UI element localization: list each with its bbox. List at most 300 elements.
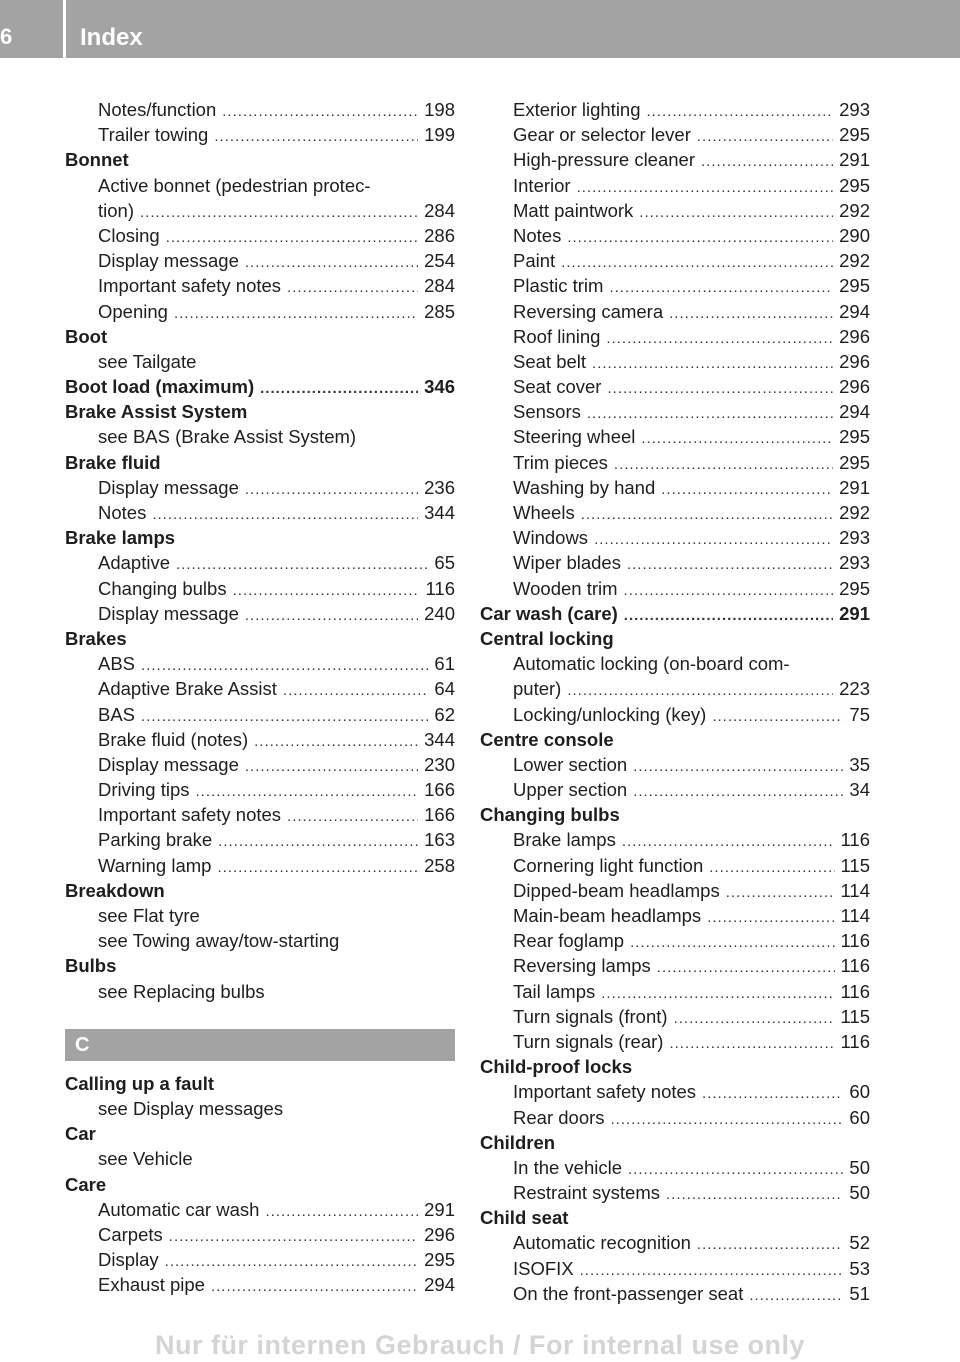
- page-reference: 114: [840, 879, 870, 901]
- entry-label: Car: [65, 1123, 96, 1145]
- dot-leader: [141, 653, 428, 678]
- index-subentry: [480, 525, 870, 550]
- dot-leader: [606, 326, 833, 351]
- entry-label: Display message: [98, 250, 239, 272]
- dot-leader: [592, 351, 833, 376]
- dot-leader: [749, 1283, 843, 1308]
- index-subentry: [480, 1029, 870, 1054]
- page-reference: 115: [840, 854, 870, 876]
- dot-leader: [214, 124, 418, 149]
- dot-leader: [165, 1249, 418, 1274]
- index-subentry: [480, 500, 870, 525]
- dot-leader: [630, 930, 834, 955]
- page-reference: 296: [839, 350, 870, 372]
- page-reference: 285: [424, 300, 455, 322]
- entry-label: Paint: [513, 250, 556, 272]
- dot-leader: [639, 200, 833, 225]
- footer-watermark: Nur für internen Gebrauch / For internal use only: [154, 1330, 806, 1360]
- entry-label: In the vehicle: [513, 1156, 623, 1178]
- entry-label: Rear doors: [513, 1106, 605, 1128]
- dot-leader: [245, 477, 418, 502]
- page-reference: 34: [849, 779, 870, 801]
- index-subentry: [65, 903, 455, 928]
- page-number-text: 6: [0, 24, 13, 49]
- page-reference: 296: [424, 1223, 455, 1245]
- index-subentry: [480, 676, 870, 701]
- index-subentry: [65, 424, 455, 449]
- page-reference: 35: [849, 753, 870, 775]
- dot-leader: [561, 250, 833, 275]
- dot-leader: [666, 1182, 843, 1207]
- entry-label: On the front-passenger seat: [513, 1282, 744, 1304]
- page-reference: 293: [839, 552, 870, 574]
- entry-label: Brake fluid (notes): [98, 728, 249, 750]
- entry-label: puter): [513, 678, 562, 700]
- page-reference: 50: [849, 1182, 870, 1204]
- dot-leader: [587, 401, 833, 426]
- dot-leader: [607, 376, 833, 401]
- entry-label: Turn signals (front): [513, 1005, 668, 1027]
- entry-label: Interior: [513, 174, 571, 196]
- index-subentry: [480, 173, 870, 198]
- index-subentry: [480, 147, 870, 172]
- entry-label: Calling up a fault: [65, 1072, 215, 1094]
- page-reference: 292: [839, 502, 870, 523]
- index-heading: [480, 601, 870, 626]
- entry-label: see Tailgate: [98, 350, 197, 372]
- entry-label: Bonnet: [65, 149, 129, 171]
- index-heading: [65, 450, 455, 475]
- index-heading: [65, 1172, 455, 1197]
- index-subentry: [65, 802, 455, 827]
- index-subentry: [480, 878, 870, 903]
- entry-label: Adaptive: [98, 552, 170, 574]
- page-reference: 52: [849, 1232, 870, 1254]
- page-reference: 346: [424, 376, 455, 398]
- page-reference: 295: [839, 577, 870, 599]
- entry-label: Opening: [98, 300, 168, 322]
- dot-leader: [260, 376, 418, 401]
- page-reference: 294: [839, 300, 870, 322]
- page-reference: 295: [839, 174, 870, 196]
- page-reference: 284: [424, 199, 455, 221]
- entry-label: Centre console: [480, 728, 614, 750]
- page-reference: 286: [424, 224, 455, 246]
- entry-label: Bulbs: [65, 955, 117, 977]
- entry-label: Closing: [98, 224, 160, 246]
- dot-leader: [594, 527, 833, 552]
- index-subentry: [480, 1230, 870, 1255]
- index-subentry: [65, 299, 455, 324]
- page-reference: 166: [424, 804, 455, 826]
- entry-label: Sensors: [513, 401, 581, 423]
- entry-label: tion): [98, 199, 134, 221]
- index-subentry: [65, 122, 455, 147]
- index-subentry: [65, 1096, 455, 1121]
- index-subentry: [65, 500, 455, 525]
- dot-leader: [601, 981, 834, 1006]
- index-subentry: [480, 1180, 870, 1205]
- index-subentry: [65, 273, 455, 298]
- page-reference: 65: [434, 552, 455, 574]
- index-heading: [480, 802, 870, 827]
- page-reference: 116: [840, 980, 870, 1002]
- index-subentry: [480, 198, 870, 223]
- page-reference: 296: [839, 325, 870, 347]
- page-reference: 291: [424, 1198, 455, 1220]
- entry-label: Brakes: [65, 627, 127, 649]
- entry-label: Notes: [513, 224, 562, 246]
- entry-label: Child seat: [480, 1207, 569, 1229]
- entry-label: Brake fluid: [65, 451, 161, 473]
- page-reference: 230: [424, 753, 455, 775]
- index-heading: [480, 1205, 870, 1230]
- entry-label: Children: [480, 1131, 556, 1153]
- index-subentry: [65, 248, 455, 273]
- page-number: [0, 0, 63, 58]
- entry-label: see Vehicle: [98, 1148, 193, 1170]
- entry-label: Steering wheel: [513, 426, 636, 448]
- entry-label: Gear or selector lever: [513, 124, 691, 146]
- dot-leader: [669, 1031, 834, 1056]
- entry-label: ISOFIX: [513, 1257, 574, 1279]
- index-heading: [480, 727, 870, 752]
- entry-label: Changing bulbs: [480, 804, 620, 826]
- entry-label: Windows: [513, 527, 589, 549]
- dot-leader: [211, 1274, 418, 1299]
- dot-leader: [140, 200, 418, 225]
- entry-label: see Display messages: [98, 1097, 284, 1119]
- entry-label: Plastic trim: [513, 275, 604, 297]
- entry-label: Exterior lighting: [513, 99, 641, 120]
- page-title: Index: [80, 24, 143, 51]
- index-subentry: [480, 223, 870, 248]
- index-subentry: [480, 324, 870, 349]
- index-subentry: [480, 827, 870, 852]
- page-reference: 295: [839, 426, 870, 448]
- page-reference: 284: [424, 275, 455, 297]
- index-subentry: [480, 979, 870, 1004]
- index-heading: [65, 374, 455, 399]
- page-reference: 292: [839, 250, 870, 272]
- entry-label: Seat belt: [513, 350, 587, 372]
- index-heading: [65, 525, 455, 550]
- dot-leader: [701, 149, 833, 174]
- index-subentry: [480, 475, 870, 500]
- dot-leader: [287, 804, 418, 829]
- index-subentry: [480, 299, 870, 324]
- index-heading: [65, 626, 455, 651]
- entry-label: Automatic recognition: [513, 1232, 691, 1254]
- dot-leader: [633, 779, 843, 804]
- page-reference: 296: [839, 376, 870, 398]
- index-subentry: [480, 349, 870, 374]
- entry-label: Driving tips: [98, 779, 190, 801]
- index-heading: [65, 1121, 455, 1146]
- dot-leader: [647, 99, 834, 124]
- dot-leader: [669, 301, 833, 326]
- entry-label: Changing bulbs: [98, 577, 227, 599]
- page-reference: 293: [839, 527, 870, 549]
- page-reference: 115: [840, 1005, 870, 1027]
- index-subentry: [65, 1197, 455, 1222]
- index-subentry: [480, 374, 870, 399]
- index-subentry: [65, 198, 455, 223]
- entry-label: see BAS (Brake Assist System): [98, 426, 357, 448]
- index-subentry: [480, 273, 870, 298]
- dot-leader: [283, 678, 429, 703]
- dot-leader: [265, 1199, 418, 1224]
- page-reference: 291: [839, 149, 870, 171]
- dot-leader: [233, 578, 420, 603]
- page-reference: 344: [424, 502, 455, 523]
- page-reference: 60: [849, 1081, 870, 1103]
- entry-label: Locking/unlocking (key): [513, 703, 707, 725]
- entry-label: Display message: [98, 753, 239, 775]
- page-header: [0, 0, 960, 58]
- page-reference: 50: [849, 1156, 870, 1178]
- entry-label: Breakdown: [65, 879, 165, 901]
- entry-label: Reversing lamps: [513, 955, 651, 977]
- page-reference: 295: [839, 451, 870, 473]
- entry-label: Washing by hand: [513, 476, 656, 498]
- index-subentry: [65, 550, 455, 575]
- dot-leader: [641, 426, 833, 451]
- entry-label: Car wash (care): [480, 602, 618, 624]
- entry-label: Cornering light function: [513, 854, 704, 876]
- index-subentry: [65, 827, 455, 852]
- index-subentry: [480, 752, 870, 777]
- index-subentry: [480, 1155, 870, 1180]
- index-heading: [65, 147, 455, 172]
- dot-leader: [614, 452, 833, 477]
- dot-leader: [222, 99, 418, 124]
- index-subentry: [65, 651, 455, 676]
- dot-leader: [657, 955, 835, 980]
- index-column-right: [480, 97, 870, 1306]
- entry-label: Seat cover: [513, 376, 602, 398]
- index-subentry: [480, 450, 870, 475]
- dot-leader: [567, 225, 833, 250]
- entry-label: Care: [65, 1173, 107, 1195]
- dot-leader: [661, 477, 833, 502]
- dot-leader: [712, 704, 843, 729]
- index-subentry: [480, 1105, 870, 1130]
- index-subentry: [65, 1146, 455, 1171]
- index-subentry: [65, 97, 455, 122]
- index-subentry: [480, 97, 870, 122]
- index-subentry: [65, 223, 455, 248]
- page-reference: 199: [424, 124, 455, 146]
- dot-leader: [567, 678, 833, 703]
- entry-label: Wiper blades: [513, 552, 621, 574]
- index-subentry: [65, 853, 455, 878]
- dot-leader: [697, 1232, 844, 1257]
- dot-leader: [709, 855, 834, 880]
- entry-label: Matt paintwork: [513, 199, 634, 221]
- entry-label: High-pressure cleaner: [513, 149, 696, 171]
- dot-leader: [176, 552, 428, 577]
- index-heading: [480, 626, 870, 651]
- index-subentry: [480, 702, 870, 727]
- index-subentry: [65, 777, 455, 802]
- entry-label: ABS: [98, 653, 136, 675]
- entry-label: see Towing away/tow-starting: [98, 930, 340, 952]
- index-subentry: [65, 601, 455, 626]
- page-reference: 61: [434, 653, 455, 675]
- page-reference: 291: [839, 602, 870, 624]
- dot-leader: [702, 1081, 843, 1106]
- index-subentry: [65, 1222, 455, 1247]
- dot-leader: [674, 1006, 835, 1031]
- index-heading: [65, 324, 455, 349]
- index-subentry: [65, 979, 455, 1004]
- index-subentry: [480, 550, 870, 575]
- entry-label: Exhaust pipe: [98, 1274, 205, 1296]
- dot-leader: [707, 905, 834, 930]
- dot-leader: [218, 829, 418, 854]
- page-reference: 294: [839, 401, 870, 423]
- page-reference: 51: [849, 1282, 870, 1304]
- page-reference: 114: [840, 905, 870, 926]
- index-subentry: [480, 853, 870, 878]
- dot-leader: [697, 124, 833, 149]
- entry-label: Boot load (maximum): [65, 376, 255, 398]
- entry-label: Restraint systems: [513, 1182, 661, 1204]
- entry-label: Main-beam headlamps: [513, 905, 702, 926]
- index-subentry: [480, 1281, 870, 1306]
- dot-leader: [611, 1107, 844, 1132]
- index-subentry: [65, 576, 455, 601]
- page-reference: 295: [839, 275, 870, 297]
- dot-leader: [217, 855, 418, 880]
- dot-leader: [628, 1157, 843, 1182]
- index-heading: [480, 1130, 870, 1155]
- index-subentry: [65, 1272, 455, 1297]
- page-reference: 258: [424, 854, 455, 876]
- entry-label: Wooden trim: [513, 577, 618, 599]
- page-reference: 62: [434, 703, 455, 725]
- page-reference: 290: [839, 224, 870, 246]
- page-reference: 344: [424, 728, 455, 750]
- dot-leader: [580, 1258, 844, 1283]
- entry-label: Upper section: [513, 779, 628, 801]
- entry-label: Important safety notes: [98, 804, 282, 826]
- entry-label: Central locking: [480, 627, 614, 649]
- dot-leader: [152, 502, 418, 527]
- page-reference: 64: [434, 678, 455, 700]
- dot-leader: [174, 301, 418, 326]
- page-reference: 75: [849, 703, 870, 725]
- index-subentry: [480, 424, 870, 449]
- entry-label: Trim pieces: [513, 451, 608, 473]
- page-reference: 116: [840, 829, 870, 851]
- entry-label: Active bonnet (pedestrian protec-: [98, 174, 371, 196]
- index-subentry: [65, 1247, 455, 1272]
- page-reference: 295: [424, 1249, 455, 1271]
- index-subentry: [480, 399, 870, 424]
- page-reference: 293: [839, 99, 870, 120]
- dot-leader: [609, 275, 833, 300]
- index-subentry: [480, 953, 870, 978]
- index-subentry: [65, 676, 455, 701]
- index-heading: [65, 953, 455, 978]
- entry-label: BAS: [98, 703, 136, 725]
- index-subentry: [480, 928, 870, 953]
- dot-leader: [166, 225, 418, 250]
- entry-label: Lower section: [513, 753, 628, 775]
- index-subentry: [480, 903, 870, 928]
- header-separator: [63, 0, 66, 58]
- index-subentry: [65, 727, 455, 752]
- entry-label: Warning lamp: [98, 854, 212, 876]
- entry-label: Wheels: [513, 502, 575, 523]
- entry-label: Trailer towing: [98, 124, 209, 146]
- entry-label: see Flat tyre: [98, 905, 200, 926]
- dot-leader: [627, 552, 833, 577]
- index-subentry: [65, 702, 455, 727]
- page-reference: 53: [849, 1257, 870, 1279]
- dot-leader: [633, 754, 843, 779]
- page-reference: 240: [424, 602, 455, 624]
- page-reference: 254: [424, 250, 455, 272]
- page-reference: 291: [839, 476, 870, 498]
- dot-leader: [577, 175, 834, 200]
- entry-label: Reversing camera: [513, 300, 664, 322]
- dot-leader: [287, 275, 418, 300]
- page-reference: 116: [840, 930, 870, 952]
- index-subentry: [480, 576, 870, 601]
- entry-label: Notes: [98, 502, 147, 523]
- entry-label: Parking brake: [98, 829, 213, 851]
- index-subentry: [480, 1256, 870, 1281]
- entry-label: see Replacing bulbs: [98, 980, 265, 1002]
- page-reference: 198: [424, 99, 455, 120]
- index-subentry: [480, 1004, 870, 1029]
- entry-label: Turn signals (rear): [513, 1030, 664, 1052]
- page-reference: 60: [849, 1106, 870, 1128]
- index-subentry: [480, 122, 870, 147]
- entry-label: Roof lining: [513, 325, 601, 347]
- index-heading: [65, 1071, 455, 1096]
- page-reference: 163: [424, 829, 455, 851]
- page-reference: 116: [425, 577, 455, 599]
- index-subentry: [480, 1079, 870, 1104]
- dot-leader: [254, 729, 418, 754]
- entry-label: Boot: [65, 325, 108, 347]
- dot-leader: [169, 1224, 418, 1249]
- dot-leader: [245, 250, 418, 275]
- entry-label: Brake Assist System: [65, 401, 248, 423]
- section-letter-header: C: [65, 1029, 455, 1061]
- dot-leader: [726, 880, 835, 905]
- section-spacer: [65, 1004, 455, 1029]
- index-subentry: [65, 475, 455, 500]
- dot-leader: [245, 754, 418, 779]
- index-heading: [65, 399, 455, 424]
- page-reference: 294: [424, 1274, 455, 1296]
- page-reference: 236: [424, 476, 455, 498]
- entry-label: Adaptive Brake Assist: [98, 678, 277, 700]
- page-reference: 292: [839, 199, 870, 221]
- dot-leader: [624, 603, 833, 628]
- index-subentry: [480, 777, 870, 802]
- entry-label: Carpets: [98, 1223, 163, 1245]
- page-reference: 295: [839, 124, 870, 146]
- index-subentry: [65, 928, 455, 953]
- dot-leader: [581, 502, 833, 527]
- entry-label: Tail lamps: [513, 980, 596, 1002]
